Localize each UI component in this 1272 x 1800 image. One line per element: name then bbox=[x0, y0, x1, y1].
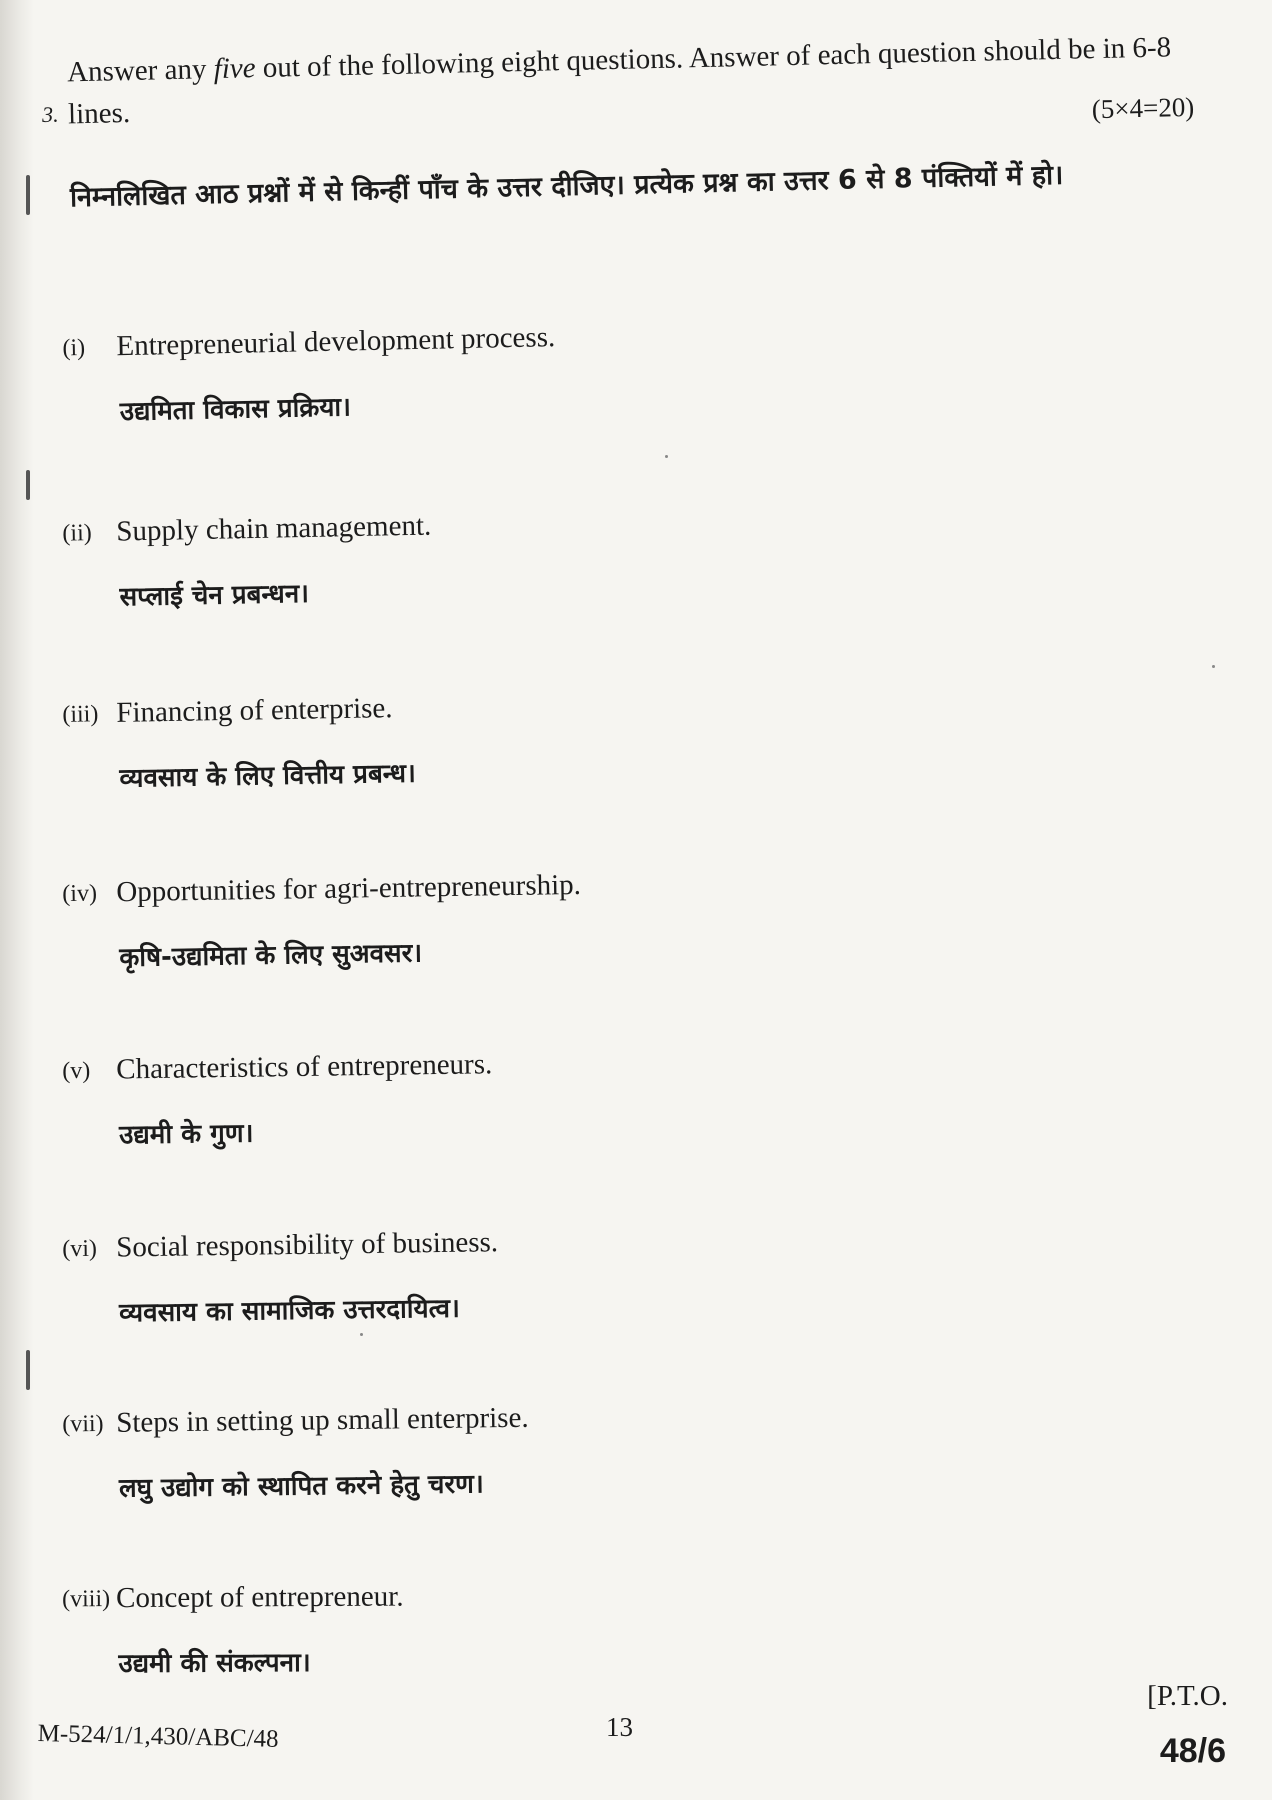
question-hindi: उद्यमी की संकल्पना। bbox=[118, 1648, 311, 1680]
question-item-3 bbox=[62, 682, 962, 794]
question-item-7 bbox=[62, 1397, 962, 1504]
question-item-8 bbox=[62, 1578, 962, 1680]
speck bbox=[1212, 665, 1215, 668]
question-label: (v) bbox=[62, 1057, 91, 1085]
question-label: (i) bbox=[62, 334, 86, 362]
paper-code: 48/6 bbox=[1159, 1732, 1226, 1770]
question-item-5 bbox=[62, 1042, 962, 1151]
question-label: (ii) bbox=[62, 520, 92, 547]
edge-mark bbox=[26, 1350, 30, 1390]
exam-code: M-524/1/1,430/ABC/48 bbox=[37, 1720, 279, 1753]
question-english: Financing of enterprise. bbox=[116, 692, 393, 729]
question-hindi: व्यवसाय का सामाजिक उत्तरदायित्व। bbox=[118, 1293, 461, 1329]
question-english: Opportunities for agri-entrepreneurship. bbox=[116, 868, 582, 909]
question-hindi: लघु उद्योग को स्थापित करने हेतु चरण। bbox=[118, 1469, 484, 1504]
page-number: 13 bbox=[606, 1712, 633, 1742]
instruction-hindi: निम्नलिखित आठ प्रश्नों में से किन्हीं पाँच के उत्तर दीजिए। प्रत्येक प्रश्न का उत्तर 6 से 8 पंक्तियों में हो। bbox=[69, 159, 1064, 214]
question-label: (vii) bbox=[62, 1410, 104, 1438]
question-item-1 bbox=[62, 313, 962, 428]
question-hindi: सप्लाई चेन प्रबन्धन। bbox=[119, 578, 310, 613]
edge-mark bbox=[26, 175, 30, 215]
please-turn-over: [P.T.O. bbox=[1147, 1680, 1228, 1712]
question-label: (viii) bbox=[62, 1586, 111, 1613]
question-english: Entrepreneurial development process. bbox=[116, 321, 556, 363]
emphasis-five: five bbox=[213, 52, 256, 86]
question-english: Social responsibility of business. bbox=[116, 1226, 499, 1264]
question-label: (vi) bbox=[62, 1235, 98, 1263]
marks-allocation: (5×4=20) bbox=[1091, 91, 1195, 125]
question-item-2 bbox=[62, 499, 962, 613]
question-item-4 bbox=[62, 863, 962, 974]
question-hindi: उद्यमिता विकास प्रक्रिया। bbox=[119, 392, 352, 428]
question-number: 3. bbox=[41, 101, 59, 127]
question-hindi: कृषि-उद्यमिता के लिए सुअवसर। bbox=[119, 938, 423, 974]
question-english: Supply chain management. bbox=[116, 509, 432, 548]
edge-mark bbox=[26, 470, 30, 500]
question-instruction bbox=[40, 0, 1200, 214]
question-hindi: उद्यमी के गुण। bbox=[118, 1118, 254, 1151]
question-hindi: व्यवसाय के लिए वित्तीय प्रबन्ध। bbox=[119, 758, 417, 794]
speck bbox=[665, 455, 668, 458]
question-item-6 bbox=[62, 1220, 962, 1329]
question-english: Concept of entrepreneur. bbox=[116, 1580, 404, 1615]
page-left-edge bbox=[0, 0, 34, 1800]
question-label: (iv) bbox=[62, 880, 98, 908]
question-label: (iii) bbox=[62, 701, 99, 728]
question-english: Steps in setting up small enterprise. bbox=[116, 1401, 529, 1439]
speck bbox=[360, 1333, 363, 1336]
question-english: Characteristics of entrepreneurs. bbox=[116, 1048, 493, 1086]
instruction-english: Answer any five out of the following eight questions. Answer of each question should be in 6-8 lines. bbox=[66, 31, 1172, 131]
